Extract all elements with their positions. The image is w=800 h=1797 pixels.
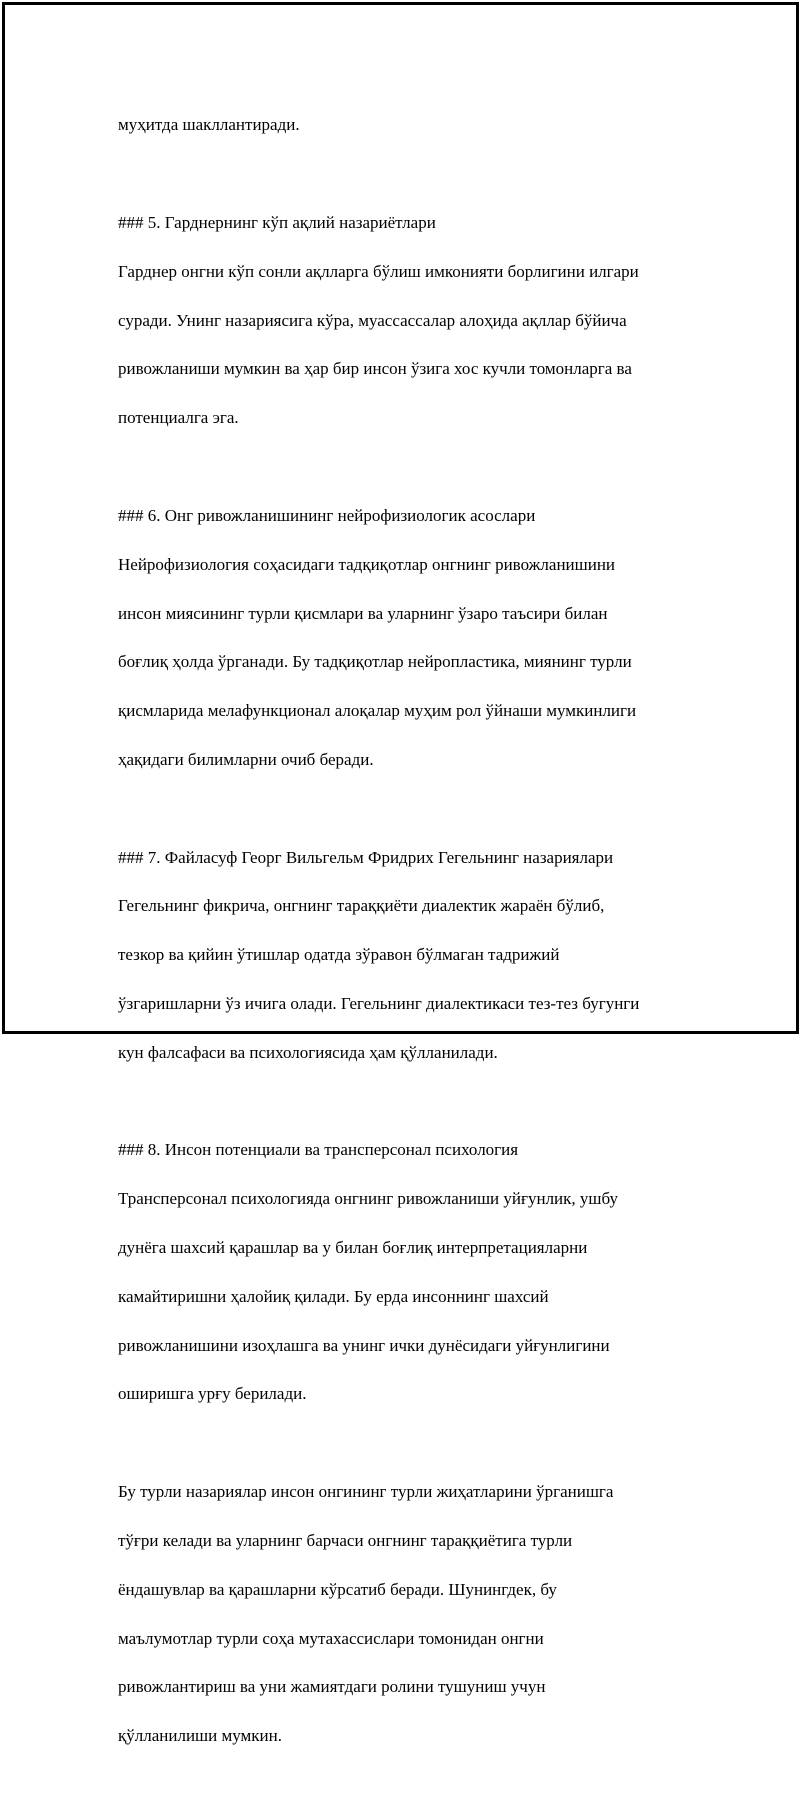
text-line: Бу турли назариялар инсон онгининг турли жиҳатларини ўрганишга: [118, 1482, 614, 1502]
text-line: ёндашувлар ва қарашларни кўрсатиб беради. Шунингдек, бу: [118, 1579, 557, 1599]
section-heading: ### 5. Гарднернинг кўп ақлий назариётлари: [118, 213, 436, 233]
paragraph-conclusion: [118, 1456, 718, 1773]
text-line: ҳақидаги билимларни очиб беради.: [118, 749, 374, 769]
text-line: тўғри келади ва уларнинг барчаси онгнинг тараққиётига турли: [118, 1530, 573, 1550]
paragraph-intro-tail: [118, 89, 718, 162]
section-heading: ### 8. Инсон потенциали ва трансперсонал психология: [118, 1140, 519, 1160]
section-heading: ### 6. Онг ривожланишининг нейрофизиологик асослари: [118, 505, 536, 525]
text-line: қўлланилиши мумкин.: [118, 1726, 282, 1746]
text-line: муҳитда шакллантиради.: [118, 115, 300, 135]
section-5: [118, 187, 718, 455]
text-line: камайтиришни ҳалойиқ қилади. Бу ерда инсоннинг шахсий: [118, 1286, 549, 1306]
section-7: [118, 821, 718, 1089]
text-line: кун фалсафаси ва психологиясида ҳам қўлланилади.: [118, 1042, 498, 1062]
text-line: дунёга шахсий қарашлар ва у билан боғлиқ интерпретацияларни: [118, 1238, 588, 1258]
text-line: боғлиқ ҳолда ўрганади. Бу тадқиқотлар нейропластика, миянинг турли: [118, 652, 632, 672]
section-heading: ### 7. Файласуф Георг Вильгельм Фридрих Гегельнинг назариялари: [118, 847, 614, 867]
text-line: Гегельнинг фикрича, онгнинг тараққиёти диалектик жараён бўлиб,: [118, 896, 605, 916]
text-line: инсон миясининг турли қисмлари ва уларнинг ўзаро таъсири билан: [118, 603, 608, 623]
text-line: Гарднер онгни кўп сонли ақлларга бўлиш имконияти борлигини илгари: [118, 261, 639, 281]
text-line: тезкор ва қийин ўтишлар одатда зўравон бўлмаган тадрижий: [118, 945, 560, 965]
text-line: ривожлантириш ва уни жамиятдаги ролини тушуниш учун: [118, 1677, 546, 1697]
text-line: суради. Унинг назариясига кўра, муассассалар алоҳида ақллар бўйича: [118, 310, 627, 330]
text-line: маълумотлар турли соҳа мутахассислари томонидан онгни: [118, 1628, 544, 1648]
text-line: ўзгаришларни ўз ичига олади. Гегельнинг диалектикаси тез-тез бугунги: [118, 993, 640, 1013]
text-line: қисмларида мелафункционал алоқалар муҳим рол ўйнаши мумкинлиги: [118, 701, 637, 721]
text-line: потенциалга эга.: [118, 408, 239, 428]
document-body: [118, 89, 718, 1797]
section-6: [118, 479, 718, 796]
text-line: Нейрофизиология соҳасидаги тадқиқотлар онгнинг ривожланишини: [118, 554, 616, 574]
section-8: [118, 1114, 718, 1431]
text-line: оширишга урғу берилади.: [118, 1384, 307, 1404]
text-line: Трансперсонал психологияда онгнинг ривожланиши уйғунлик, ушбу: [118, 1189, 619, 1209]
text-line: ривожланиши мумкин ва ҳар бир инсон ўзига хос кучли томонларга ва: [118, 359, 632, 379]
text-line: ривожланишини изоҳлашга ва унинг ички дунёсидаги уйғунлигини: [118, 1335, 610, 1355]
